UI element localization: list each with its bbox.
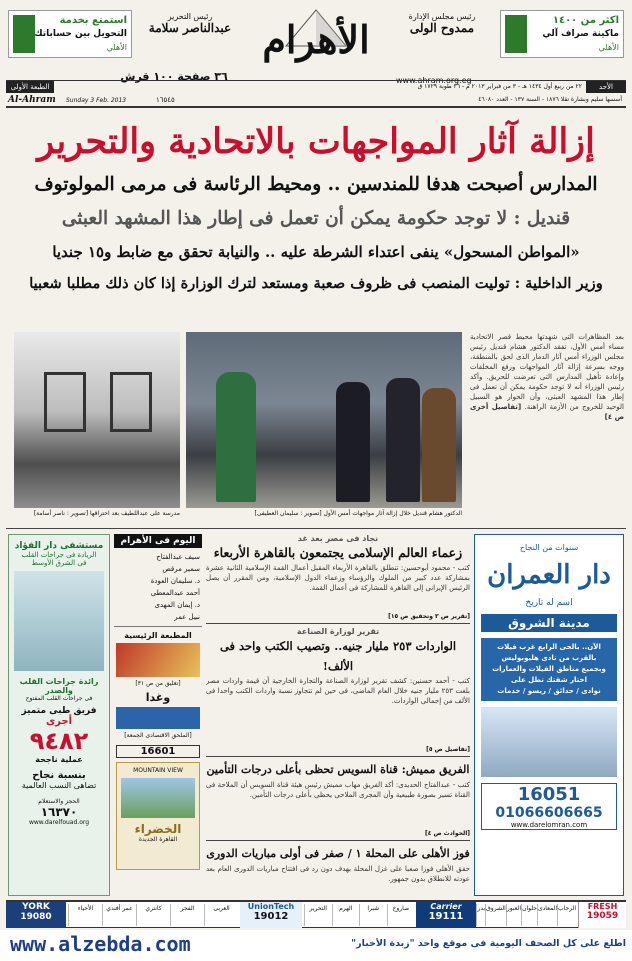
person-figure <box>386 378 420 502</box>
divider <box>206 623 470 624</box>
index-sub: [تعليق من ص ٣١] <box>135 680 181 687</box>
phone: 19059 <box>586 911 619 921</box>
phone: 19080 <box>20 912 52 922</box>
ad-text: استمتع بخدمة <box>59 15 127 26</box>
index-weekly: وغدا <box>145 691 171 704</box>
ad-bank: الأهلي <box>106 43 127 52</box>
subheadline-4[interactable]: وزير الداخلية : توليت المنصب فى ظروف صعبة ومستعد لترك الوزارة إذا كان ذلك مطلبا شعبيا <box>29 275 603 292</box>
building-window <box>110 372 152 432</box>
issue-number: ١٦٥٤٥ <box>156 96 175 104</box>
ticker-cell[interactable]: المعادى <box>537 904 557 926</box>
masthead <box>0 0 632 112</box>
hotline-badge[interactable] <box>116 745 200 758</box>
resort-image <box>121 778 195 818</box>
school-caption <box>14 510 180 517</box>
ticker-cell[interactable]: العبور <box>506 904 521 926</box>
uniontech-ad[interactable] <box>240 902 302 928</box>
ticker-cell[interactable]: بدر <box>476 904 485 926</box>
index-item[interactable]: د. سليمان العودة <box>150 577 200 585</box>
ad-city: مدينة الشروق <box>481 614 617 632</box>
index-column <box>114 534 202 896</box>
ad-brand: دار العمران <box>487 560 611 590</box>
ahram-logo[interactable] <box>240 4 392 66</box>
divider <box>6 528 626 529</box>
kicker: نجاد فى مصر بعد غد <box>297 534 379 543</box>
person-figure <box>216 372 256 502</box>
site-url[interactable]: www.ahram.org.eg <box>396 76 472 85</box>
ad-headline: رائدة جراحات القلب والصدر <box>19 677 99 695</box>
phone: 19012 <box>253 911 289 922</box>
ad-tagline: اسم له تاريخ <box>525 598 573 608</box>
brand: UnionTech <box>247 902 295 911</box>
index-title: اليوم فى <box>154 536 196 546</box>
center-news <box>206 534 470 896</box>
headline-canal[interactable]: الفريق مميش: قناة السويس تحظى بأعلى درجات التأمين <box>206 763 470 776</box>
more-summit[interactable]: [تقرير ص ٣ وتحقيق ص ١٥] <box>388 613 470 620</box>
main-headline[interactable]: إزالة آثار المواجهات بالاتحادية والتحرير <box>37 121 595 162</box>
index-thumb <box>116 643 200 677</box>
ad-phone-label: الحجز والاستعلام <box>38 798 80 805</box>
bottom-ticker <box>6 900 626 928</box>
resort-name: MOUNTAIN VIEW <box>133 767 183 774</box>
ad-team: فريق طبى متميز <box>21 706 97 716</box>
ad-ops-label: أجرى <box>45 716 73 727</box>
ad-top-right[interactable] <box>500 10 624 58</box>
index-item[interactable]: نبيل عمر <box>174 613 200 621</box>
ad-line: بالقرب من نادى هليوبوليس <box>501 654 597 662</box>
editor-block <box>140 12 240 35</box>
ad-subtitle: الريادة فى جراحات القلب <box>21 551 97 559</box>
subheadline-3[interactable]: «المواطن المسحول» ينفى اعتداء الشرطة عليه .. والنيابة تحقق مع ضابط و١٥ جنديا <box>52 243 580 261</box>
building-window <box>44 372 86 432</box>
ticker-cell[interactable]: صاروخ <box>387 904 415 926</box>
index-list <box>114 548 202 627</box>
ad-title: مستشفى دار الفؤاد <box>14 541 104 551</box>
story-canal: كتب - عبدالفتاح الحديدى: أكد الفريق مهاب مميش رئيس هيئة قناة السويس أن الملاحة فى القناة تسير بصورة طبيعية وأن المجرى الملاحى يحظى بأعلى درجات التأمين. <box>206 781 470 799</box>
ad-line: وبجميع مناطق الفيلات والعمارات <box>492 665 606 673</box>
ticker-cell[interactable]: عمر أفندي <box>102 904 136 926</box>
bank-logo <box>505 15 527 53</box>
ad-text: اكثر من ١٤٠٠ <box>552 15 619 26</box>
lead-story-more[interactable]: [تفاصيل أخرى ص ٤] <box>470 403 624 421</box>
ticker-cell[interactable]: العربى <box>204 904 238 926</box>
index-item[interactable]: د. إيمان المهدى <box>154 601 200 609</box>
ticker-cell[interactable]: الفجر <box>170 904 204 926</box>
cleanup-caption <box>186 510 462 517</box>
school-photo <box>14 332 180 508</box>
date-strip <box>6 80 626 108</box>
ticker-cell[interactable]: حلوان <box>521 904 537 926</box>
subheadline-1[interactable]: المدارس أصبحت هدفا للمندسين .. ومحيط الرئاسة فى مرمى المولوتوف <box>34 174 598 195</box>
caption-credit: [تصوير : سليمان العطيفى] <box>254 510 322 517</box>
divider <box>206 840 470 841</box>
ticker-cell[interactable]: الهرم <box>332 904 360 926</box>
caption-text: مدرسة على عبداللطيف بعد احتراقها <box>89 510 180 517</box>
bank-logo <box>13 15 35 53</box>
watermark-slogan: اطلع على كل الصحف اليومية فى موقع واحد "زبدة الأخبار" <box>351 938 626 949</box>
story-summit: كتب - محمود أبوحسين: تنطلق بالقاهرة الأربعاء المقبل أعمال القمة الإسلامية الثانية عشرة بمشاركة عدد كبير من الملوك والرؤساء وزعماء الدول الإسلامية، ومن المقرر أن يصل الرئيس الإيرانى إلى القاهرة للمشاركة فى أعمال القمة. <box>206 564 470 592</box>
headline-summit[interactable]: زعماء العالم الإسلامى يجتمعون بالقاهرة الأربعاء <box>213 545 463 560</box>
resort-ad[interactable] <box>116 762 200 870</box>
caption-text: الدكتور هشام قنديل خلال إزالة آثار مواجهات أمس الأول <box>323 510 462 517</box>
person-figure <box>336 382 370 502</box>
ad-ops-count: ٩٤٨٢ <box>29 727 89 755</box>
date-line: ٢٢ من ربيع أول ١٤٣٤ هـ - ٣ من فبراير ٢٠١٣ م - ٢٦ طوبة ١٧٢٩ ق <box>417 83 582 90</box>
hotline-number: 16601 <box>140 746 176 757</box>
york-ad[interactable] <box>6 902 66 928</box>
ad-ops-note: عملية ناجحة <box>35 755 83 764</box>
phone: 19111 <box>428 911 464 922</box>
english-date: Sunday 3 Feb. 2013 <box>66 97 127 104</box>
logo-wordmark: الأهرام <box>262 17 370 62</box>
english-name: Al-Ahram <box>8 95 56 105</box>
ticker-cells-left <box>68 904 238 926</box>
ad-rate-label: بنسبة نجاح <box>32 770 86 781</box>
watermark-bar <box>0 930 632 961</box>
ad-years: سنوات من النجاح <box>519 543 579 552</box>
ad-top-left[interactable] <box>8 10 132 58</box>
subheadline-2[interactable]: قنديل : لا توجد حكومة يمكن أن تعمل فى إطار هذا المشهد العبثى <box>61 208 571 229</box>
ad-line: الآن.. بالحى الرابع غرب فيلات <box>497 643 601 651</box>
headline-imports[interactable]: الواردات ٢٥٣ مليار جنيه.. وتصيب الكتب واحد فى الألف! <box>219 639 457 673</box>
day-badge: الأحد <box>586 81 626 93</box>
edition-badge: الطبعة الأولى <box>6 81 54 93</box>
ad-region: فى الشرق الأوسط <box>31 559 87 567</box>
ticker-cells-right <box>478 904 576 926</box>
ad-hotline[interactable]: 16051 <box>517 784 581 805</box>
ad-phone[interactable]: ١٦٣٧٠ <box>40 805 78 819</box>
index-header <box>114 534 202 548</box>
ad-rate-note: تضاهى النسب العالمية <box>21 781 97 790</box>
editor-name: عبدالناصر سلامة <box>148 21 232 35</box>
ad-bank: الأهلي <box>598 43 619 52</box>
editor-label: رئيس التحرير <box>167 12 213 21</box>
ad-text: ماكينة صراف آلي <box>542 29 619 39</box>
chairman-block <box>392 12 492 35</box>
ad-line: اختار شقتك تطل على <box>511 676 587 684</box>
lead-story <box>470 332 624 514</box>
ad-site[interactable]: www.darelomran.com <box>510 821 588 829</box>
index-item[interactable]: أحمد عبدالمعطى <box>150 589 200 597</box>
cleanup-photo <box>186 332 462 508</box>
brand: FRESH <box>587 902 618 911</box>
ad-text: التحويل بين حساباتك <box>34 29 127 39</box>
more-imports[interactable]: [تفاصيل ص ٥] <box>426 746 470 753</box>
ad-desc: فى جراحات القلب المفتوح <box>25 695 93 702</box>
ticker-cell[interactable]: شبرا <box>359 904 387 926</box>
resort-sub: القاهرة الجديدة <box>138 836 178 843</box>
ticker-cell[interactable]: الأحياء <box>68 904 102 926</box>
kicker: تقرير لوزارة الصناعة <box>296 627 380 636</box>
story-ahly: حقق الأهلى فوزا صعبا على غزل المحلة بهدف دون رد فى افتتاح مباريات الدورى العام بعد عودته للانطلاق بدون جمهور. <box>206 865 470 883</box>
watermark-site[interactable]: www.alzebda.com <box>10 932 191 956</box>
ad-body <box>481 638 617 701</box>
ad-building <box>481 707 617 777</box>
subheadline-block <box>8 168 624 300</box>
ad-photo <box>14 571 104 671</box>
carrier-ad[interactable] <box>416 902 476 928</box>
founded-line: أسسها سليم وبشارة تقلا ١٨٧٦ - السنة ١٣٧ - العدد ٤٦٠٨٠ <box>478 96 622 103</box>
caption-credit: [تصوير : ناصر أسامة] <box>33 510 89 517</box>
resort-title: الخضراء <box>134 822 182 836</box>
ad-contact <box>481 783 617 830</box>
lead-story-text: بعد المظاهرات التى شهدتها محيط قصر الاتحادية مساء أمس الأول، تفقد الدكتور هشام قنديل رئيس مجلس الوزراء أمس آثار الدمار الذى لحق بالمنطقة، ووجه بسرعة إزالة آثار المواجهات ورفع المخلفات وإعادة تأهيل المدارس التى تعرضت للحريق. وأكد رئيس الوزراء أنه لا توجد حكومة يمكن أن تعمل فى إطار هذا المشهد العبثى، وأن الحوار هو السبيل الوحيد للخروج من الأزمة الراهنة. <box>470 333 624 411</box>
ticker-cell[interactable]: التحرير <box>304 904 332 926</box>
person-figure <box>422 388 456 502</box>
index-events: المطبعة الرئيسية <box>124 631 192 640</box>
more-canal[interactable]: [الحوادث ص ٤] <box>425 830 470 837</box>
ad-site[interactable]: www.darelfouad.org <box>28 819 90 826</box>
ticker-cell[interactable]: الشروق <box>485 904 506 926</box>
story-imports: كتب - أحمد حسنين: كشف تقرير لوزارة الصناعة والتجارة الخارجية أن قيمة واردات مصر بلغت ٢٥٣ مليار جنيه خلال العام الماضى، فى حين لم تتجاوز نسبة واردات الكتب واحدا فى الألف من إجمالى الواردات. <box>206 677 470 705</box>
index-item[interactable]: سيف عبدالفتاح <box>156 553 200 561</box>
brand: YORK <box>22 902 50 912</box>
ad-dar-alfouad[interactable] <box>8 534 110 896</box>
ad-line: نوادى / حدائق / ريسو / خدمات <box>497 687 601 695</box>
index-paper: الأهرام <box>120 536 152 546</box>
brand: Carrier <box>430 902 462 911</box>
ad-dar-elomran[interactable] <box>474 534 624 896</box>
index-item[interactable]: سمير مرقص <box>162 565 200 573</box>
headline-ahly[interactable]: فوز الأهلى على المحلة ١ / صفر فى أولى مباريات الدورى <box>206 847 470 860</box>
ticker-cell[interactable]: كانتري <box>136 904 170 926</box>
price: ٣٦ صفحة ١٠٠ قرش <box>120 70 228 83</box>
fresh-ad[interactable] <box>578 902 626 928</box>
index-extra: [الملحق الاقتصادى الجمعة] <box>124 732 192 739</box>
ticker-cell[interactable]: الرحاب <box>557 904 576 926</box>
index-thumb <box>116 707 200 729</box>
ad-mobile[interactable]: 01066606665 <box>495 805 603 821</box>
divider <box>206 756 470 757</box>
ticker-cells-mid <box>304 904 414 926</box>
chairman-name: ممدوح الولى <box>409 21 475 35</box>
chairman-label: رئيس مجلس الإدارة <box>408 12 476 21</box>
